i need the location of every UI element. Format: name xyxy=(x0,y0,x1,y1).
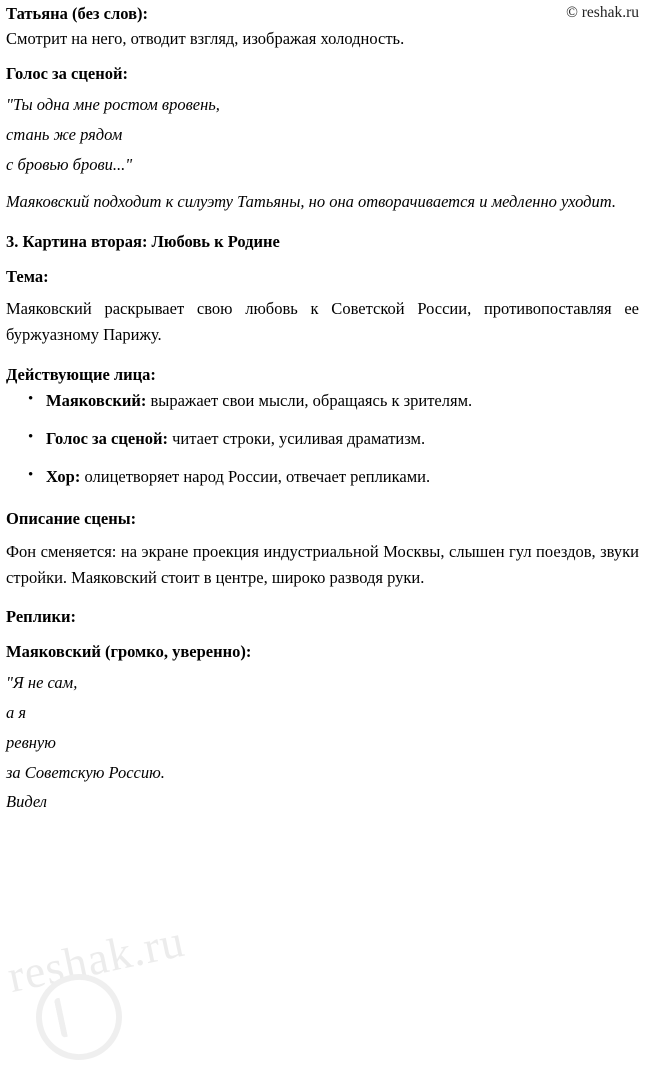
character-desc: читает строки, усиливая драматизм. xyxy=(167,428,426,448)
character-name: Хор: xyxy=(46,466,81,486)
tatyana-text: Смотрит на него, отводит взгляд, изображая холодность. xyxy=(6,28,405,48)
spacer xyxy=(6,664,639,671)
mayakovsky-heading: Маяковский (громко, уверенно): xyxy=(6,641,252,661)
theme-heading: Тема: xyxy=(6,266,49,286)
voice-heading: Голос за сценой: xyxy=(6,63,128,83)
characters-list xyxy=(6,389,639,489)
watermark-text: reshak.ru xyxy=(3,914,189,1003)
characters-heading: Действующие лица: xyxy=(6,364,156,384)
scene-heading: Описание сцены: xyxy=(6,509,137,529)
spacer xyxy=(6,86,639,93)
theme-text: Маяковский раскрывает свою любовь к Советской России, противопоставляя ее буржуазному Парижу. xyxy=(6,299,639,344)
watermark-logo xyxy=(0,914,300,1062)
spacer xyxy=(6,183,639,190)
stage-direction: Маяковский подходит к силуэту Татьяны, но она отворачивается и медленно уходит. xyxy=(6,192,616,212)
spacer xyxy=(6,595,639,607)
tatyana-block xyxy=(6,4,639,51)
mayakovsky-line-3: ревную xyxy=(6,732,56,752)
mayakovsky-line-5: Видел xyxy=(6,792,47,812)
watermark-circle-icon xyxy=(28,966,130,1068)
list-item xyxy=(46,465,639,490)
mayakovsky-line-4: за Советскую Россию. xyxy=(6,762,165,782)
spacer xyxy=(6,255,639,267)
scene-text: Фон сменяется: на экране проекция индустриальной Москвы, слышен гул поездов, звуки стройки. Маяковский стоит в центре, широко разводя руки. xyxy=(6,542,639,587)
list-item xyxy=(46,389,639,414)
character-desc: олицетворяет народ России, отвечает репликами. xyxy=(80,466,431,486)
spacer xyxy=(6,289,639,296)
spacer xyxy=(6,353,639,365)
spacer xyxy=(6,532,639,539)
spacer xyxy=(6,220,639,232)
voice-line-2: стань же рядом xyxy=(6,124,123,144)
spacer xyxy=(6,57,639,64)
character-name: Маяковский: xyxy=(46,391,147,411)
spacer xyxy=(6,630,639,642)
tatyana-heading: Татьяна (без слов): xyxy=(6,4,148,23)
character-name: Голос за сценой: xyxy=(46,428,168,448)
list-item xyxy=(46,427,639,452)
section-heading: 3. Картина вторая: Любовь к Родине xyxy=(6,232,280,252)
mayakovsky-line-2: а я xyxy=(6,703,27,723)
mayakovsky-line-1: "Я не сам, xyxy=(6,673,78,693)
voice-line-1: "Ты одна мне ростом вровень, xyxy=(6,95,220,115)
watermark-corner-text: © reshak.ru xyxy=(566,4,639,21)
voice-line-3: с бровью брови..." xyxy=(6,154,133,174)
character-desc: выражает свои мысли, обращаясь к зрителям. xyxy=(146,391,473,411)
lines-heading: Реплики: xyxy=(6,607,76,627)
spacer xyxy=(6,502,639,509)
voice-block xyxy=(6,64,639,178)
